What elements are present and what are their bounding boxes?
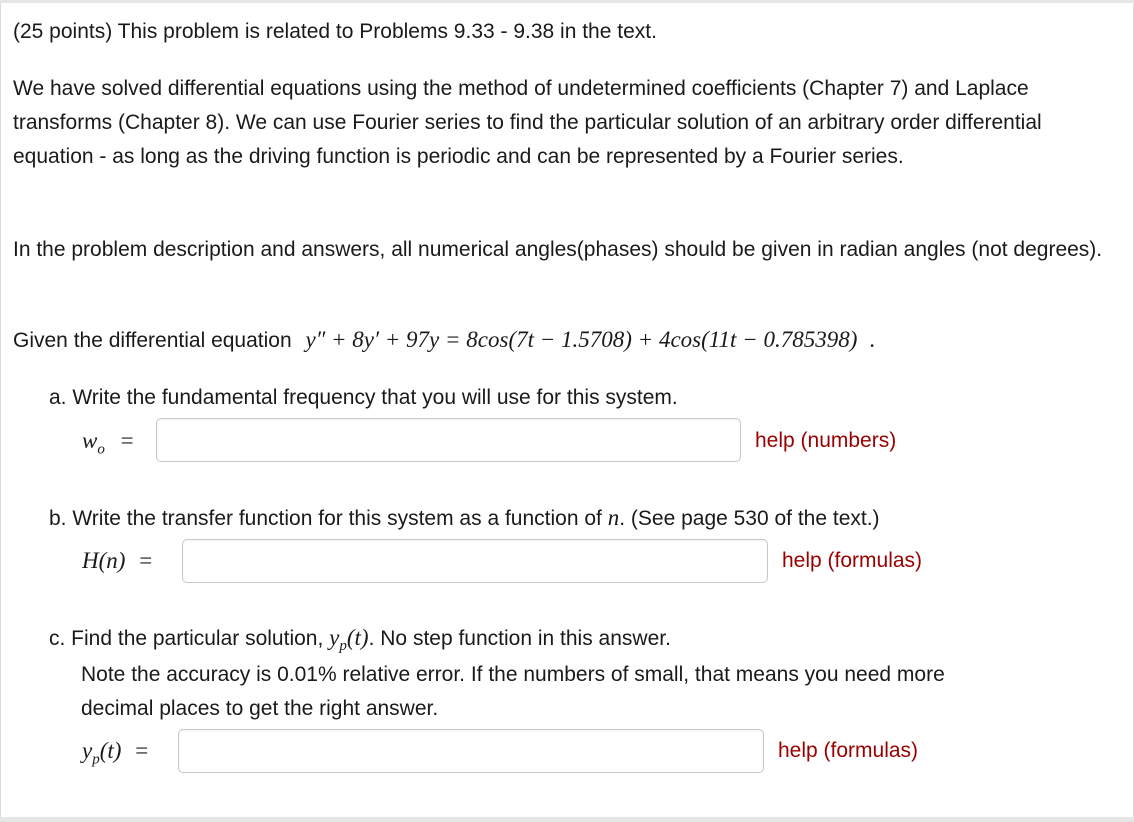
part-c-label-var: y	[329, 625, 340, 650]
transfer-function-input[interactable]	[182, 539, 768, 583]
angles-note: In the problem description and answers, all numerical angles(phases) should be given in radian angles (not degrees).	[13, 238, 1103, 261]
problem-header: (25 points) This problem is related to Problems 9.33 - 9.38 in the text.	[13, 20, 657, 43]
differential-equation: y″ + 8y′ + 97y = 8cos(7t − 1.5708) + 4cos(11t − 0.785398)	[305, 327, 858, 352]
part-b-math-label	[82, 548, 152, 574]
part-b-equals: =	[139, 548, 153, 573]
part-c-math-label	[82, 738, 148, 769]
given-suffix: .	[869, 327, 875, 352]
part-c-label	[49, 621, 671, 663]
part-b-label-suffix: . (See page 530 of the text.)	[619, 507, 880, 530]
part-a-equals: =	[120, 428, 134, 453]
particular-solution-input[interactable]	[178, 729, 764, 773]
particular-solution-arg: (t)	[99, 738, 122, 763]
omega-symbol: w	[82, 428, 98, 453]
part-b-label-prefix: b. Write the transfer function for this system as a function of	[49, 507, 602, 530]
part-a-math-label	[82, 428, 134, 459]
particular-solution-symbol: y	[82, 738, 93, 763]
part-c-note-line2: decimal places to get the right answer.	[81, 697, 439, 720]
part-c-label-arg: (t)	[346, 625, 369, 650]
particular-solution-subscript: p	[92, 751, 100, 768]
top-border	[0, 0, 1134, 3]
part-a-label: a. Write the fundamental frequency that you will use for this system.	[49, 386, 678, 409]
part-c-label-suffix: . No step function in this answer.	[368, 627, 671, 650]
given-equation-line	[13, 323, 875, 358]
bottom-border	[0, 817, 1134, 822]
intro-paragraph: We have solved differential equations using the method of undetermined coefficients (Chapter 7) and Laplace transforms (Chapter 8). We can use Fourier series to find the particular solution of an arbitrary order differential equation - as long as the driving function is periodic and can be represented by a Fourier series.	[13, 77, 1042, 168]
part-c-note-line1: Note the accuracy is 0.01% relative error. If the numbers of small, that means you need more	[81, 663, 945, 686]
transfer-function-symbol: H(n)	[82, 548, 126, 573]
part-c-equals: =	[135, 738, 149, 763]
given-prefix: Given the differential equation	[13, 329, 292, 352]
help-formulas-link-c[interactable]: help (formulas)	[778, 739, 919, 762]
help-numbers-link-a[interactable]: help (numbers)	[755, 429, 897, 452]
help-formulas-link-b[interactable]: help (formulas)	[782, 549, 923, 572]
omega-subscript: o	[97, 441, 105, 458]
part-c-label-sub: p	[339, 638, 347, 655]
part-c-label-prefix: c. Find the particular solution,	[49, 627, 324, 650]
fundamental-frequency-input[interactable]	[156, 418, 741, 462]
part-b-label	[49, 501, 880, 536]
part-b-label-var: n	[607, 505, 620, 530]
